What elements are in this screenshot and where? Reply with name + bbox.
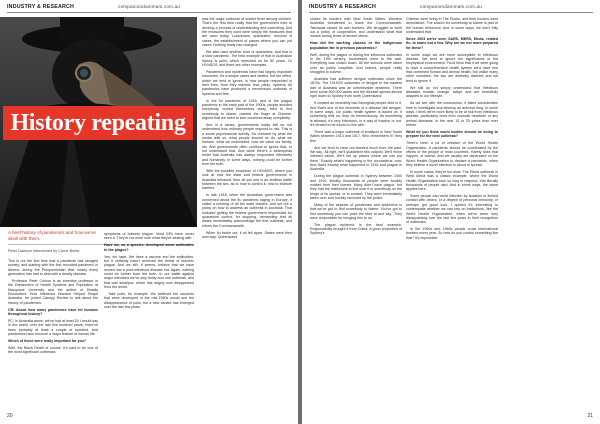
question: CR: About how many pandemics have hit humans throughout history?: [8, 307, 98, 316]
paragraph: In some cases, they're too slow. The Ebola outbreak in West Africa was a classic example, where the World Health Organization took so long to respond, that literally thousands of people died. And in some ways, the same applies here.: [406, 169, 498, 192]
paragraph: We also have another form of quarantine, and that is a slow pandemic. The best example of that in Australian history is polio, which stretched on for 50 years. Or HIV/AIDS, and there are other examples.: [202, 50, 292, 68]
question: How did the working classes or the Indigenous population fair in previous pandemics?: [310, 41, 402, 50]
page-number: 20: [7, 413, 13, 419]
section-label: INDUSTRY & RESEARCH: [309, 4, 377, 10]
paragraph: In the flu pandemic of 1918, and in the plague pandemic in the early part of the 1900s, people avoided everybody, locked themselves away, tried to find somebody to blame, pointed the finger at Chinese, argued that we need to lock ourselves away completely.: [202, 98, 292, 120]
paragraph: In the 1950s and 1960s people cross international borders every year. So how do you control something like that? It's impossible.: [406, 227, 498, 240]
paragraph: And in a sense, governments today still do not understand how ordinary people respond to risk. This is a social psychosocial activity. It's nurtured by what the media tells us, what people around us do, what we foresee, what we understand, how we value our family, etc. And governments often continue to ignore that, or not understand that. And while there's a widespread belief that Australia has always responded effectively and humanely, in some ways, nothing could be further from the truth.: [202, 122, 292, 167]
paragraph: Professor Peter Curson is an emeritus professor in the Department of Health Systems and Population at Macquarie University and the author of Deadly Encounters: How Infectious Disease Helped Shape Australia. He joined Canopy Review to talk about the history of pandemics.: [8, 278, 98, 305]
question: What do you think world bodies should be doing to prepare for the next outbreak?: [406, 129, 498, 139]
headline: History repeating: [3, 106, 193, 140]
section-label: INDUSTRY & RESEARCH: [7, 4, 75, 10]
paragraph: There's been a lot of criticism of the World Health Organization. A pandemic should be coordinated by the efforts of the people of most countries. Rarely does that happen, of course. And we usually are dependent on the World Health Organization to declare a pandemic, when they believe a novel infection is about to spread.: [406, 141, 498, 167]
paragraph: The plague epidemic is the best example. Responsibility brought it from China. A good proportion of Sydney's: [310, 222, 402, 236]
paragraph: There was a major outbreak of smallpox in New South Wales between 1913 and 1917. Who remembers it? Very few.: [310, 129, 402, 143]
paragraph: During the plague outbreak in Sydney between 1900 and 1910, literally thousands of people were forcibly evicted from their homes. Many didn't have plague, but they had the misfortune to live near it or somebody on the fringe of its spread, or in contact. They were immediately taken over and forcibly removed by the police.: [310, 174, 402, 200]
header-rule: [7, 12, 291, 13]
paragraph: And we tend to have not learned much from the past. We say, 'All right, we'll quarantine this outpost. We'll move infected cases. We'll set up places where we can put them.' Exactly what's happening in the coronavirus, now. And that's exactly what happened in 1918 and plague in Australia.: [310, 145, 402, 172]
question: Have we, as a species, developed some antibodies to the plague?: [104, 243, 194, 252]
paragraph: In some ways we are more susceptible to infectious disease. We tend to ignore the significance of the biophysical environment. You'd think that if we were going to have a comprehensive health system we'd have one that combined human and animal health, but unlike many other countries, the two are distinctly discreet and we tend to ignore it.: [406, 52, 498, 83]
article-column-4: [310, 17, 402, 238]
paragraph: As we see with the coronavirus, it takes considerable time to investigate and develop an antiviral drug. In some ways, I think we're more likely to be at risk from infectious disease, particularly ones from zoonotic headcom or any animal diseases, in the next 15 or 25 years than ever before.: [406, 101, 498, 127]
paragraph: Chinese were living in The Rocks, and their houses were demolished. The search for somebody to blame is part of the human behaviour. And in some ways, we don't fully understand that.: [406, 17, 498, 35]
paragraph: Many of the aspects of pandemics and epidemics is that we've got to find somebody to blame. You've got to find somebody you can point the stick at and say, 'They were responsible for bringing this to us.': [310, 202, 402, 220]
paragraph: It created an incredibly bad Aboriginal people died in it. And that's one of the elements of a disease like dengue. In some ways, our public health system is based on, it something tells us, they do tremendously. As something is allowed, it's very infectious, in a way of fraction or not. It's tended to be forced to live with.: [310, 101, 402, 127]
question: Since 2003 we've seen SARS, MERS, Ebola, related flu, to name but a few. Why are we not more prepared for these?: [406, 36, 498, 50]
paragraph: Well, during the plague or during the influenza outbreaks in the 19th century, businesses went to the wall. Everything was closed down. All the schools were taken over as public hospitals. And indeed, people really struggled to survive.: [310, 52, 402, 74]
left-page: [0, 0, 298, 424]
standfirst: A brief history of pandemics and how we've dealt with them.: [8, 230, 96, 241]
paragraph: Take polio, for example. We believed the vaccines that were developed in the mid-1950s would see the disappearance of polio, but a new variant has emerged over the last few years.: [104, 291, 194, 309]
paragraph: In late 1918, when the Australian government was concerned about the flu pandemic raging in Europe, it called a meeting of all the state leaders, and set out a policy on how to address an outbreak in Australia. That included getting the federal government responsible for quarantine control, for stopping, demanding that all states immediately acknowledge the first outbreak, and inform the Commonwealth.: [202, 193, 292, 228]
header-rule: [309, 12, 593, 13]
paragraph: symptoms of bubonic plague. Most GPs have never seen it. They're not even sure what they're dealing with.: [104, 232, 194, 241]
right-page: [302, 0, 600, 424]
paragraph: Pandemics and epidemics have had largely important structures. It's a simple cases and deaths, but the effect, which we tend to ignore, is how people responded in their lives. How they reacted: fear, panic, hysteria. All pandemics have produced a tremendous outbreak of hysteria and fear.: [202, 69, 292, 96]
paragraph: With the possible exception of HIV/AIDS, where you look at how the state and federal governments in Australia behaved, then all you see is an endless battle between the two, as to how to control it, how to institute barriers.: [202, 168, 292, 191]
paragraph: When flu broke out, it all fell apart. States went their own way. Queensland: [202, 230, 292, 239]
paragraph: was the major outbreak of scarlet fever among children. That's the first time really that the government tried to develop a process of understanding and controlling. And the measures they used were simply the measures that are used today. Lockdowns, quarantine, removal of cases, the establishment of places where you can put cases. Nothing really has changed.: [202, 17, 292, 48]
question: Which of these were really important for you?: [8, 338, 87, 343]
page-number: 21: [587, 413, 593, 419]
article-column-3: [202, 17, 292, 242]
website-label: companiondanimals.com.au: [118, 4, 180, 9]
paragraph: Well, the Black Death of course. It's said to be one of the most significant outbreaks: [8, 345, 98, 355]
paragraph: We still do not simply understand that infectious diseases mutate, change, adapt, and are beautifully adapted to our lifestyle.: [406, 85, 498, 99]
paragraph: closed its borders with New South Wales. Western Australia threatened to leave the Commonwealth. Tasmania closed its own borders. We struggled to work out a policy of cooperation, and understand what that means during times of severe stress.: [310, 17, 402, 39]
article-column-2: [104, 232, 194, 312]
website-label: companiondanimals.com.au: [420, 4, 482, 9]
byline: Peter Dawson interviewed by Conor Burke: [8, 249, 80, 253]
article-column-1: [8, 259, 98, 357]
paragraph: Yes, we have. We have a vaccine and the antibodies, but it certainly hasn't removed the threat of bubonic plague. And we still, it seems, believe that we have moved into a post-infectious disease era. Again, nothing could be further from the truth. In our battle against major infections we've only really won one outbreak, and that was smallpox, which has largely now disappeared from the world.: [104, 254, 194, 289]
article-column-5: [406, 17, 498, 243]
paragraph: This is not the first time that a pandemic has ravaged society, and starting with the first recorded pandemic in Athens, during the Peloponnesian War, nearly every generation has had to deal with a deadly disease.: [8, 259, 98, 277]
paragraph: Australia had suffered dengue outbreaks since the 1870s. The 1919/20 outbreaks of dengue in the eastern part of Australia was an unbelievable epidemic. There were some 600,000 cases and the disease spread almost right down to Sydney from north Queensland.: [310, 76, 402, 99]
paragraph: PC: In Australia alone, we've had at least 20 I would say in the world; over the last five hundred years, there've been probably at least a couple of hundred. And pandemics have become a major feature of human life.: [8, 318, 98, 336]
paragraph: Some people can wield infection by isolation or limited contact with others, or a degree of personal immunity, or perhaps got good luck. I quoted it's interesting to contemplate whether we can rely on institutions, like the World Health Organization, when we've been very disappointing over the last few years in their recognition of outbreaks.: [406, 194, 498, 225]
